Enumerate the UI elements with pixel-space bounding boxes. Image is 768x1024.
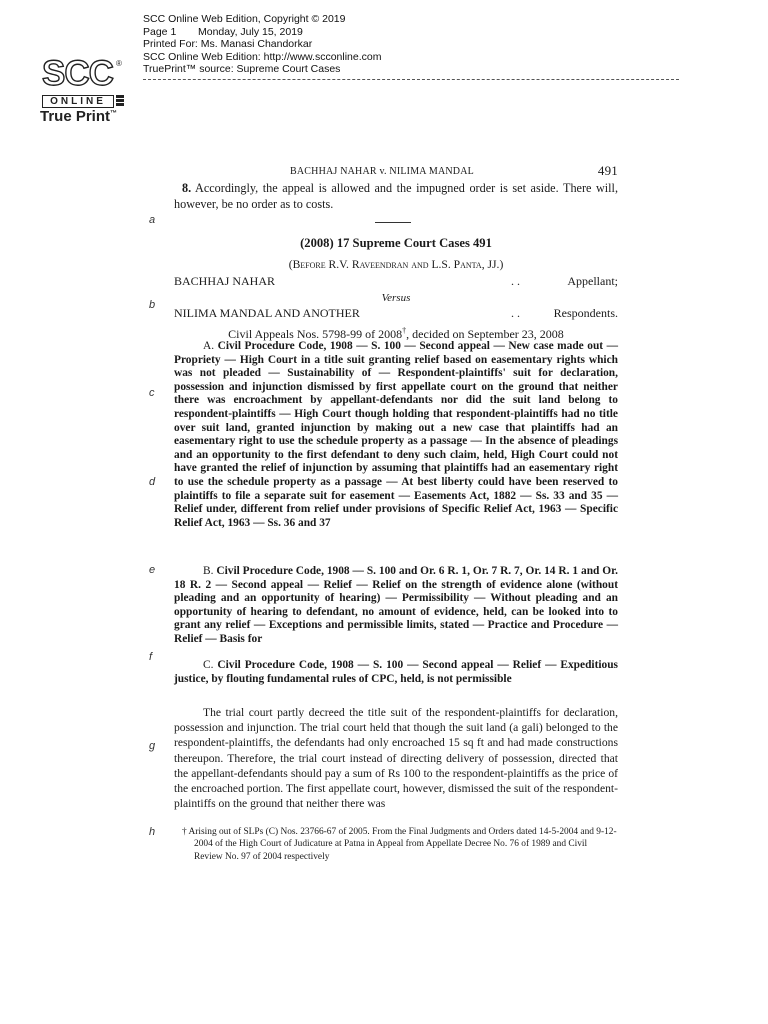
body-paragraph: The trial court partly decreed the title suit of the respondent-plaintiffs for declaration, possession and injunction. The trial court held that though the suit land (a gali) belonged to the respondent-plaintiffs, the defendants had only encroached 15 sq ft and had made constructions thereupon. Therefore, the trial court instead of directing delivery of possession, directed that the appellant-defendants should pay a sum of Rs 100 to the respondent-plaintiffs as the price of the encroached portion. The first appellate court, however, dismissed the suit of the respondent-plaintiffs on the ground that neither there was [174,706,618,811]
copyright-line: SCC Online Web Edition, Copyright © 2019 [143,13,346,25]
headnote-b-lead: B. [203,565,214,577]
dagger-mark: † [402,326,407,335]
margin-letter-c: c [149,387,155,399]
margin-letter-d: d [149,476,156,488]
paragraph-8 [174,181,618,212]
logo-trueprint [40,108,117,125]
trademark-mark: ™ [110,110,118,117]
appellant-dots: . . [511,274,520,288]
bench-judges: R.V. Raveendran and L.S. Panta, [325,258,488,271]
headnote-b-text: Civil Procedure Code, 1908 — S. 100 and Or. 6 R. 1, Or. 7 R. 7, Or. 14 R. 1 and Or. 18 R. 2 — Second appeal — Relief — Relief on the strength of evidence alone (without pleading and an opportunity of hearing) — Permissibility — Without pleading and an opportunity of hearing to defendant, no amount of evidence, held, can be looked into to grant any relief — Exceptions and permissible limits, stated — Practice and Procedure — Relief — Basis for [174,565,618,645]
headnote-c [174,659,618,686]
paragraph-number: 8. [182,181,192,195]
decision-date: , decided on September 23, 2008 [406,327,564,341]
respondent-role: Respondents. [553,306,618,320]
page-label: Page 1 [143,25,177,38]
page-date-line [143,26,382,39]
versus-label: Versus [381,292,411,304]
bench-jj: JJ. [487,258,500,271]
headnote-c-text: Civil Procedure Code, 1908 — S. 100 — Second appeal — Relief — Expeditious justice, by flouting fundamental rules of CPC, held, is not permissible [174,659,618,685]
margin-letter-e: e [149,564,156,576]
print-date: Monday, July 15, 2019 [198,25,303,38]
headnote-c-lead: C. [203,659,214,671]
margin-letter-g: g [149,740,156,752]
trueprint-source-line: TruePrint™ source: Supreme Court Cases [143,63,341,76]
footnote [182,826,618,863]
headnote-a-text: Civil Procedure Code, 1908 — S. 100 — Second appeal — New case made out — Propriety — High Court in a title suit granting relief based on easementary rights which was not pleaded — Sustainability of — Respondent-plaintiffs' suit for declaration, possession and injunction dismissed by first appellate court on the ground that neither there was encroachment by appellant-defendants nor did the suit land belong to respondent-plaintiffs — High Court though holding that respondent-plaintiffs had no title over suit land, granted injunction by making out a new case that plaintiffs had an easementary right to use the schedule property as a passage — In the absence of pleadings and an opportunity to the first defendant to deny such claim, held, High Court could not have granted the relief of injunction by assuming that plaintiffs had an easementary right to use the schedule property as a passage — At best liberty could have been reserved to plaintiffs to file a separate suit for easement — Easements Act, 1882 — Ss. 33 and 35 — Relief under, different from relief under provisions of Specific Relief Act, 1963 — Specific Relief Act, 1963 — Ss. 36 and 37 [174,340,618,529]
printed-for-line: Printed For: Ms. Manasi Chandorkar [143,38,313,51]
bench-before: Before [292,258,326,271]
respondent-name: NILIMA MANDAL AND ANOTHER [174,306,360,320]
headnote-a-lead: A. [203,340,215,352]
bench-close-paren: ) [499,258,504,271]
logo-flag-icon [116,95,124,107]
paragraph-8-text: Accordingly, the appeal is allowed and the impugned order is set aside. There will, however, be no order as to costs. [174,181,618,211]
section-separator [375,222,411,223]
header-divider [143,79,679,80]
bench-open-paren: ( [288,258,293,271]
headnote-b [174,565,618,647]
web-edition-line: SCC Online Web Edition: http://www.scconline.com [143,50,382,63]
appellant-name: BACHHAJ NAHAR [174,274,276,288]
registered-mark: ® [116,59,122,68]
page-number: 491 [597,163,618,178]
respondent-dots: . . [511,306,520,320]
print-header [143,13,382,76]
margin-letter-a: a [149,214,156,226]
case-citation: (2008) 17 Supreme Court Cases 491 [300,236,492,250]
running-head-title: BACHHAJ NAHAR v. NILIMA MANDAL [290,166,474,177]
bench-line [174,257,618,273]
logo-scc-text: SCC [42,54,113,93]
logo-trueprint-text: True Print [40,108,111,125]
margin-letter-f: f [149,651,153,663]
logo-online-text: ONLINE [42,95,114,108]
appeal-numbers: Civil Appeals Nos. 5798-99 of 2008 [228,327,403,341]
headnote-a [174,340,618,530]
scc-online-logo [38,54,130,125]
margin-letter-b: b [149,299,156,311]
appellant-role: Appellant; [567,274,618,288]
margin-letter-h: h [149,826,156,838]
footnote-text: † Arising out of SLPs (C) Nos. 23766-67 of 2005. From the Final Judgments and Orders dated 14-5-2004 and 9-12-2004 of the High Court of Judicature at Patna in Appeal from Appellate Decree No. 76 of 1989 and Civil Review No. 97 of 2004 respectively [182,827,617,862]
